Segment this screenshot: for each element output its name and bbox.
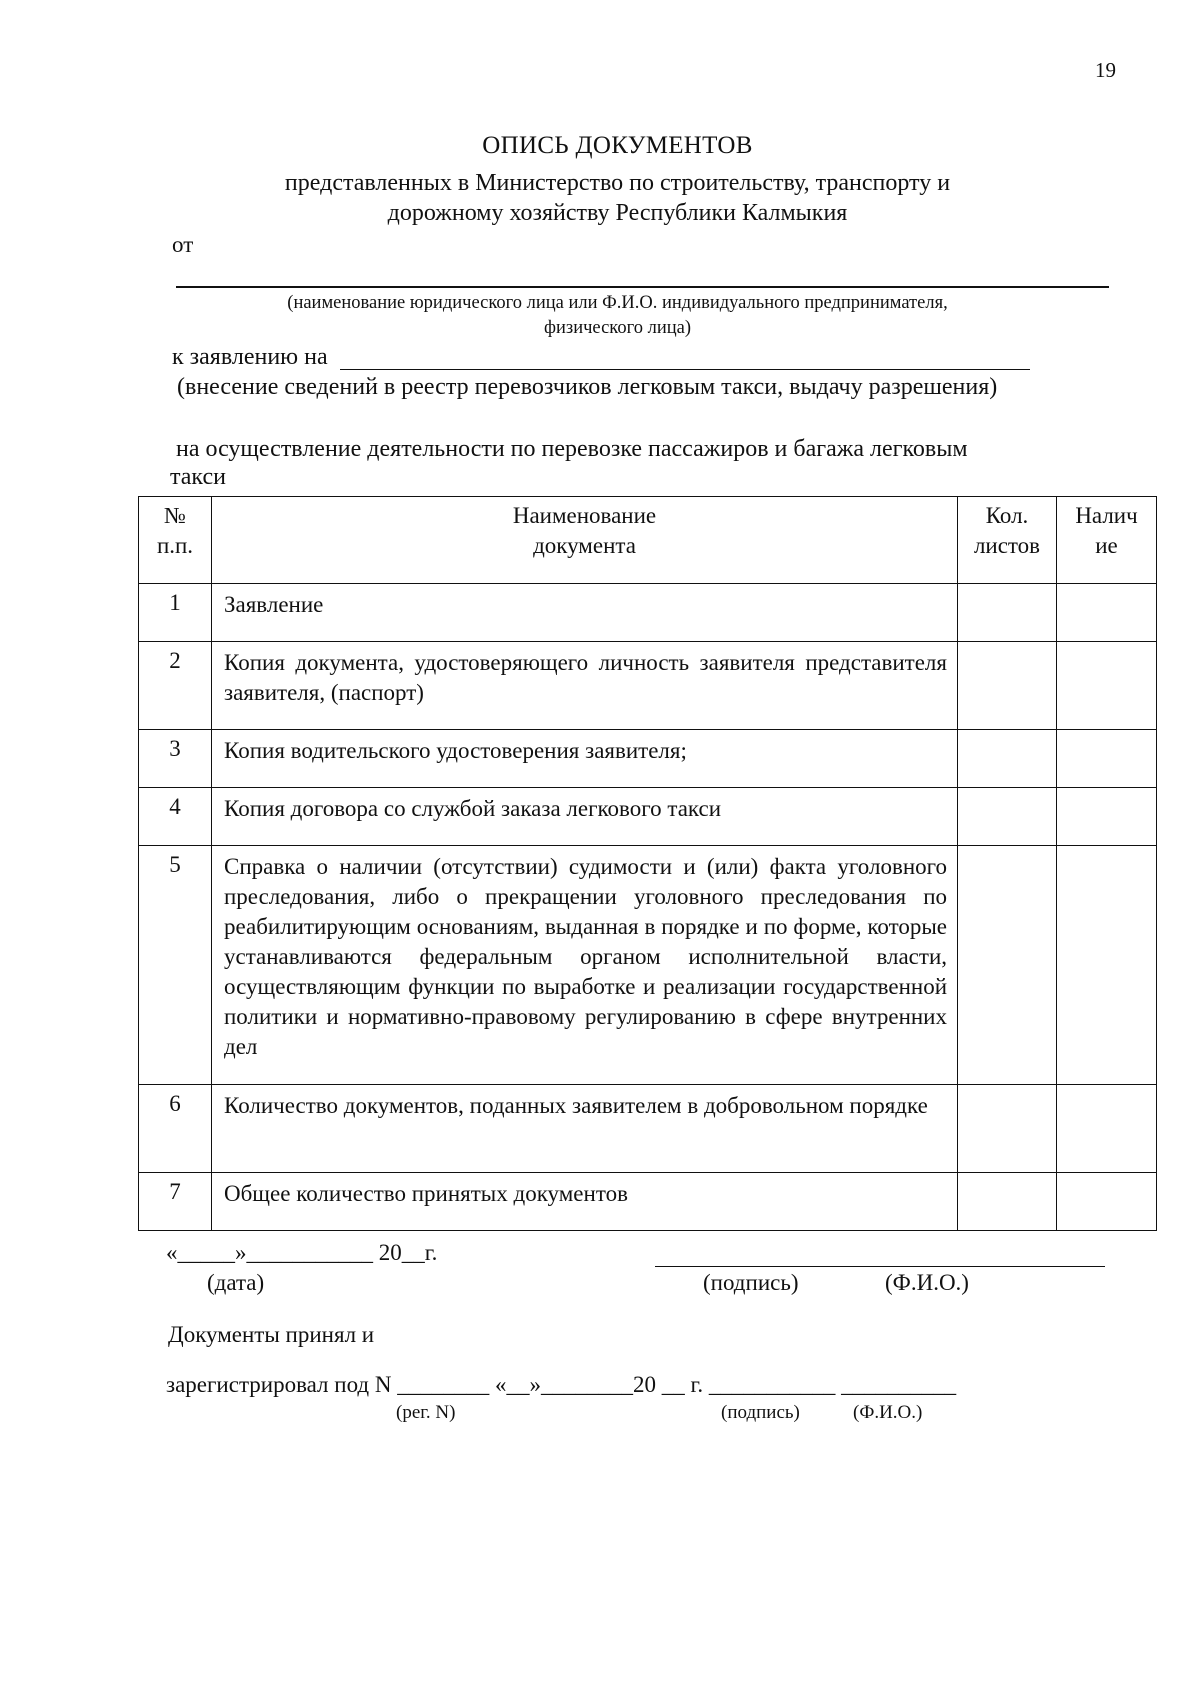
- row-presence[interactable]: [1057, 1173, 1157, 1231]
- row-number: 5: [139, 846, 212, 1085]
- row-sheet-count[interactable]: [958, 788, 1057, 846]
- purpose-line-1: на осуществление деятельности по перевозке пассажиров и багажа легковым: [176, 436, 968, 462]
- registration-fio-label: (Ф.И.О.): [853, 1402, 923, 1423]
- row-sheet-count[interactable]: [958, 1173, 1057, 1231]
- row-sheet-count[interactable]: [958, 642, 1057, 730]
- subtitle-line-1: представленных в Министерство по строительству, транспорту и: [284, 170, 951, 196]
- row-number: 2: [139, 642, 212, 730]
- row-document-name: Количество документов, поданных заявителем в добровольном порядке: [212, 1085, 958, 1173]
- from-note-line-2: физического лица): [544, 318, 691, 338]
- row-sheet-count[interactable]: [958, 1085, 1057, 1173]
- document-title: ОПИСЬ ДОКУМЕНТОВ: [482, 132, 753, 159]
- table-row: [139, 788, 1157, 846]
- application-underline: [340, 369, 1030, 370]
- date-label: (дата): [207, 1270, 265, 1295]
- date-line: «_____»___________ 20__г.: [166, 1240, 438, 1265]
- subtitle-line-2: дорожному хозяйству Республики Калмыкия: [387, 200, 848, 226]
- row-presence[interactable]: [1057, 730, 1157, 788]
- table-row: [139, 730, 1157, 788]
- row-number: 7: [139, 1173, 212, 1231]
- application-label: к заявлению на: [172, 344, 328, 370]
- row-document-name: Общее количество принятых документов: [212, 1173, 958, 1231]
- purpose-line-2: такси: [170, 464, 226, 490]
- row-document-name: Копия документа, удостоверяющего личность заявителя представителя заявителя, (паспорт): [212, 642, 958, 730]
- page-number: 19: [1095, 58, 1116, 82]
- row-document-name: Справка о наличии (отсутствии) судимости и (или) факта уголовного преследования, либо о прекращении уголовного преследования по реабилитирующим основаниям, выданная в порядке и по форме, которые устанавливаются федеральным органом исполнительной власти, осуществляющим функции по выработке и реализации государственной политики и нормативно-правовому регулированию в сфере внутренних дел: [212, 846, 958, 1085]
- table-row: [139, 1085, 1157, 1173]
- row-number: 6: [139, 1085, 212, 1173]
- documents-table: [138, 496, 1157, 1231]
- registration-line-1: Документы принял и: [168, 1322, 375, 1347]
- row-document-name: Заявление: [212, 584, 958, 642]
- from-underline: [176, 286, 1109, 288]
- table-header-row: [139, 497, 1157, 584]
- row-presence[interactable]: [1057, 584, 1157, 642]
- application-note: (внесение сведений в реестр перевозчиков легковым такси, выдачу разрешения): [177, 374, 998, 400]
- row-presence[interactable]: [1057, 1085, 1157, 1173]
- row-sheet-count[interactable]: [958, 846, 1057, 1085]
- row-presence[interactable]: [1057, 846, 1157, 1085]
- registration-line-2: зарегистрировал под N ________ «__»________20 __ г. ___________ __________: [166, 1372, 957, 1397]
- header-count: Кол. листов: [958, 497, 1057, 584]
- header-num: № п.п.: [139, 497, 212, 584]
- row-document-name: Копия договора со службой заказа легкового такси: [212, 788, 958, 846]
- row-document-name: Копия водительского удостоверения заявителя;: [212, 730, 958, 788]
- header-name: Наименование документа: [212, 497, 958, 584]
- row-presence[interactable]: [1057, 788, 1157, 846]
- registration-signature-label: (подпись): [721, 1402, 800, 1423]
- table-row: [139, 1173, 1157, 1231]
- fio-label: (Ф.И.О.): [885, 1270, 969, 1295]
- registration-number-label: (рег. N): [396, 1402, 456, 1423]
- signature-underline: [655, 1266, 1105, 1267]
- row-number: 1: [139, 584, 212, 642]
- row-sheet-count[interactable]: [958, 730, 1057, 788]
- table-row: [139, 846, 1157, 1085]
- row-number: 4: [139, 788, 212, 846]
- from-note-line-1: (наименование юридического лица или Ф.И.О. индивидуального предпринимателя,: [287, 293, 948, 313]
- signature-label: (подпись): [703, 1270, 799, 1295]
- row-number: 3: [139, 730, 212, 788]
- row-sheet-count[interactable]: [958, 584, 1057, 642]
- table-row: [139, 584, 1157, 642]
- table-row: [139, 642, 1157, 730]
- from-label: от: [172, 232, 194, 257]
- header-presence: Налич ие: [1057, 497, 1157, 584]
- row-presence[interactable]: [1057, 642, 1157, 730]
